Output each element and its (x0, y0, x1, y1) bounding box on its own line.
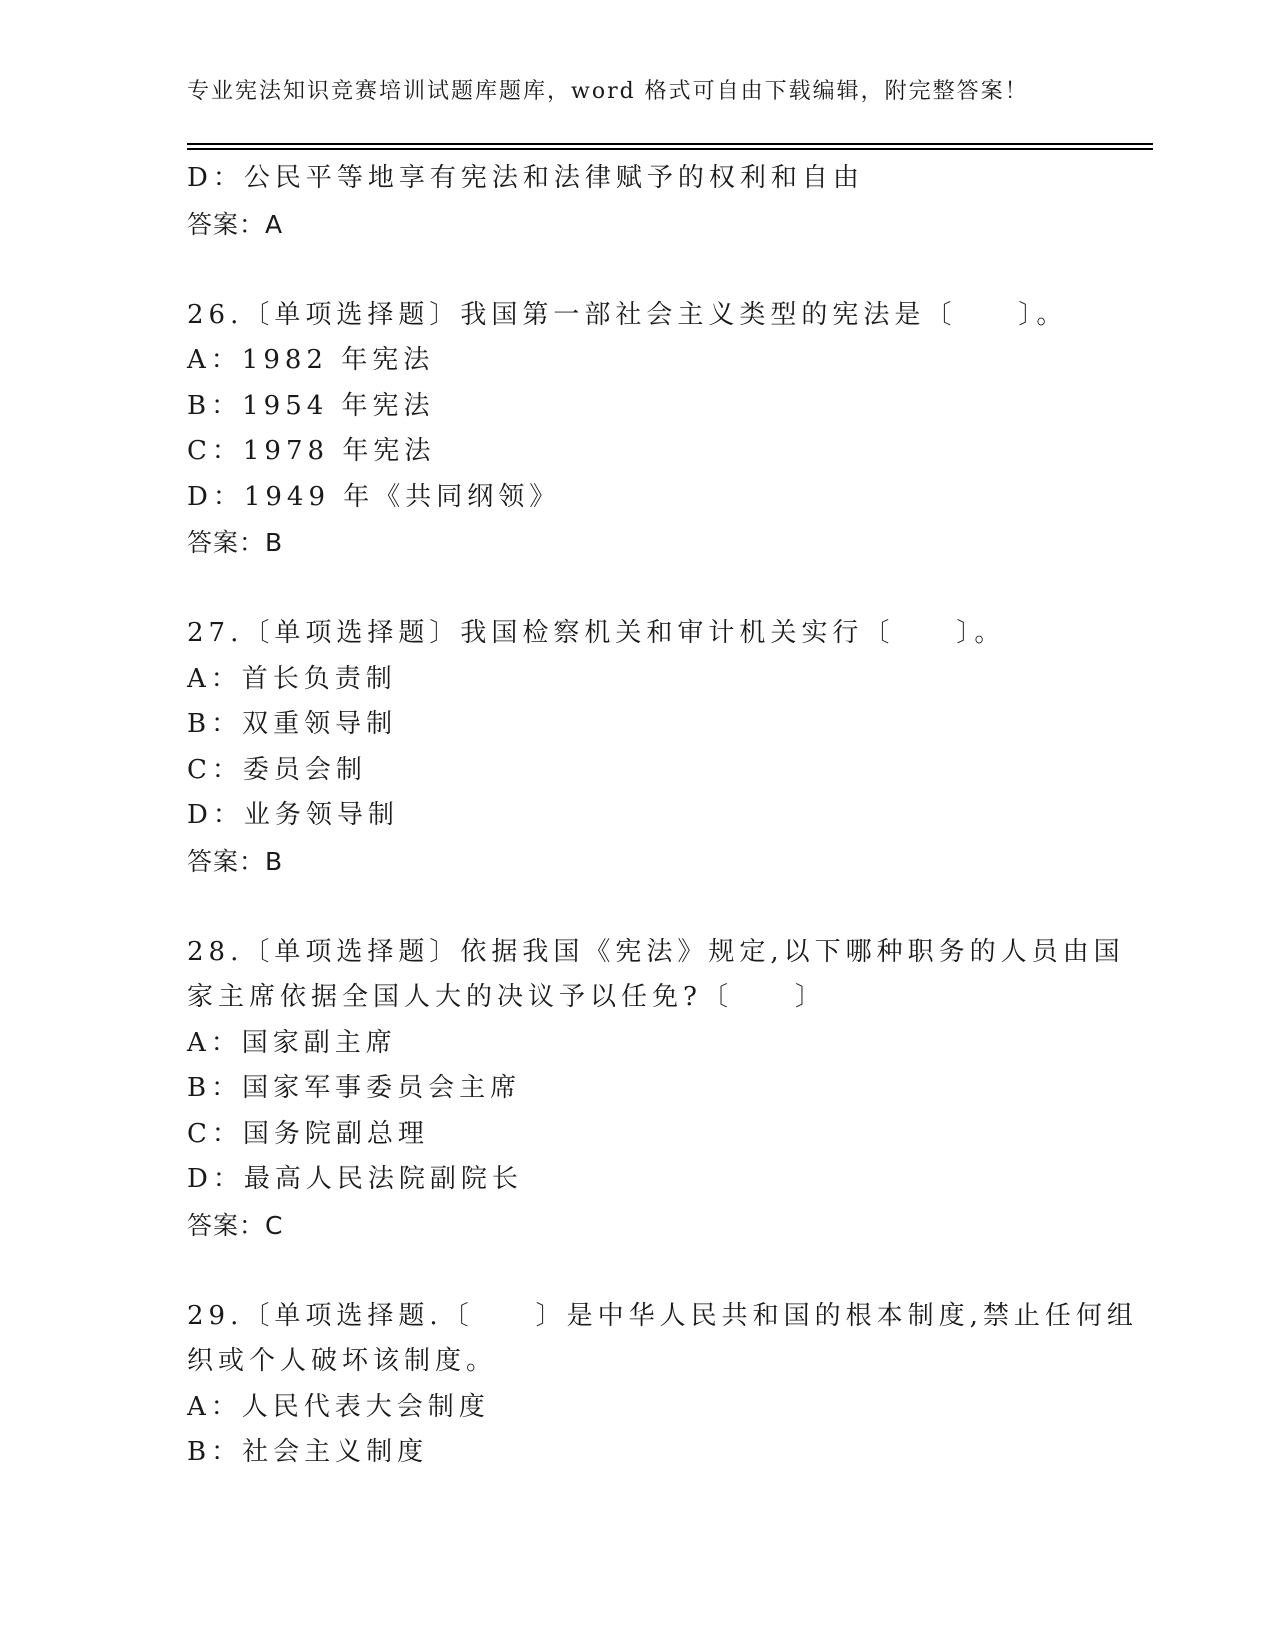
spacer (187, 1248, 1087, 1294)
question-text: 28.〔单项选择题〕依据我国《宪法》规定,以下哪种职务的人员由国 (187, 936, 1125, 967)
option-c: C：委员会制 (187, 754, 367, 785)
question-block (187, 293, 1087, 566)
option-d: D：公民平等地享有宪法和法律赋予的权利和自由 (187, 163, 864, 193)
option-c: C：1978 年宪法 (187, 436, 436, 466)
spacer (187, 566, 1087, 612)
page-header: 专业宪法知识竞赛培训试题库题库，word 格式可自由下载编辑，附完整答案！ (187, 79, 1029, 104)
option-b: B：双重领导制 (187, 709, 398, 739)
option-a: A：1982 年宪法 (187, 345, 435, 375)
header-rule-top (187, 143, 1153, 145)
option-b: B：1954 年宪法 (187, 390, 435, 421)
option-c: C：国务院副总理 (187, 1118, 429, 1149)
question-block (187, 611, 1087, 884)
option-d: D：1949 年《共同纲领》 (187, 481, 561, 512)
question-list (187, 156, 1138, 1476)
option-d: D：业务领导制 (187, 800, 399, 830)
option-a: A：人民代表大会制度 (187, 1391, 490, 1422)
answer-label: 答案：B (187, 528, 284, 557)
question-text: 26.〔单项选择题〕我国第一部社会主义类型的宪法是〔 〕。 (187, 299, 1068, 330)
question-block (187, 1294, 1138, 1476)
answer-label: 答案：B (187, 846, 284, 876)
option-b: B：国家军事委员会主席 (187, 1073, 522, 1103)
question-text: 29.〔单项选择题.〔 〕是中华人民共和国的根本制度,禁止任何组 (187, 1300, 1138, 1331)
question-text: 27.〔单项选择题〕我国检察机关和审计机关实行〔 〕。 (187, 618, 1006, 648)
spacer (187, 247, 1087, 293)
question-text-continued: 家主席依据全国人大的决议予以任免?〔 〕 (187, 982, 826, 1012)
question-text-continued: 织或个人破坏该制度。 (187, 1346, 498, 1376)
spacer (187, 884, 1087, 930)
header-rule-bottom (187, 148, 1153, 150)
answer-label: 答案：A (187, 209, 284, 239)
option-a: A：首长负责制 (187, 663, 397, 694)
option-b: B：社会主义制度 (187, 1437, 429, 1467)
question-block (187, 930, 1125, 1249)
option-a: A：国家副主席 (187, 1027, 397, 1058)
answer-label: 答案：C (187, 1210, 284, 1240)
option-d: D：最高人民法院副院长 (187, 1164, 523, 1194)
